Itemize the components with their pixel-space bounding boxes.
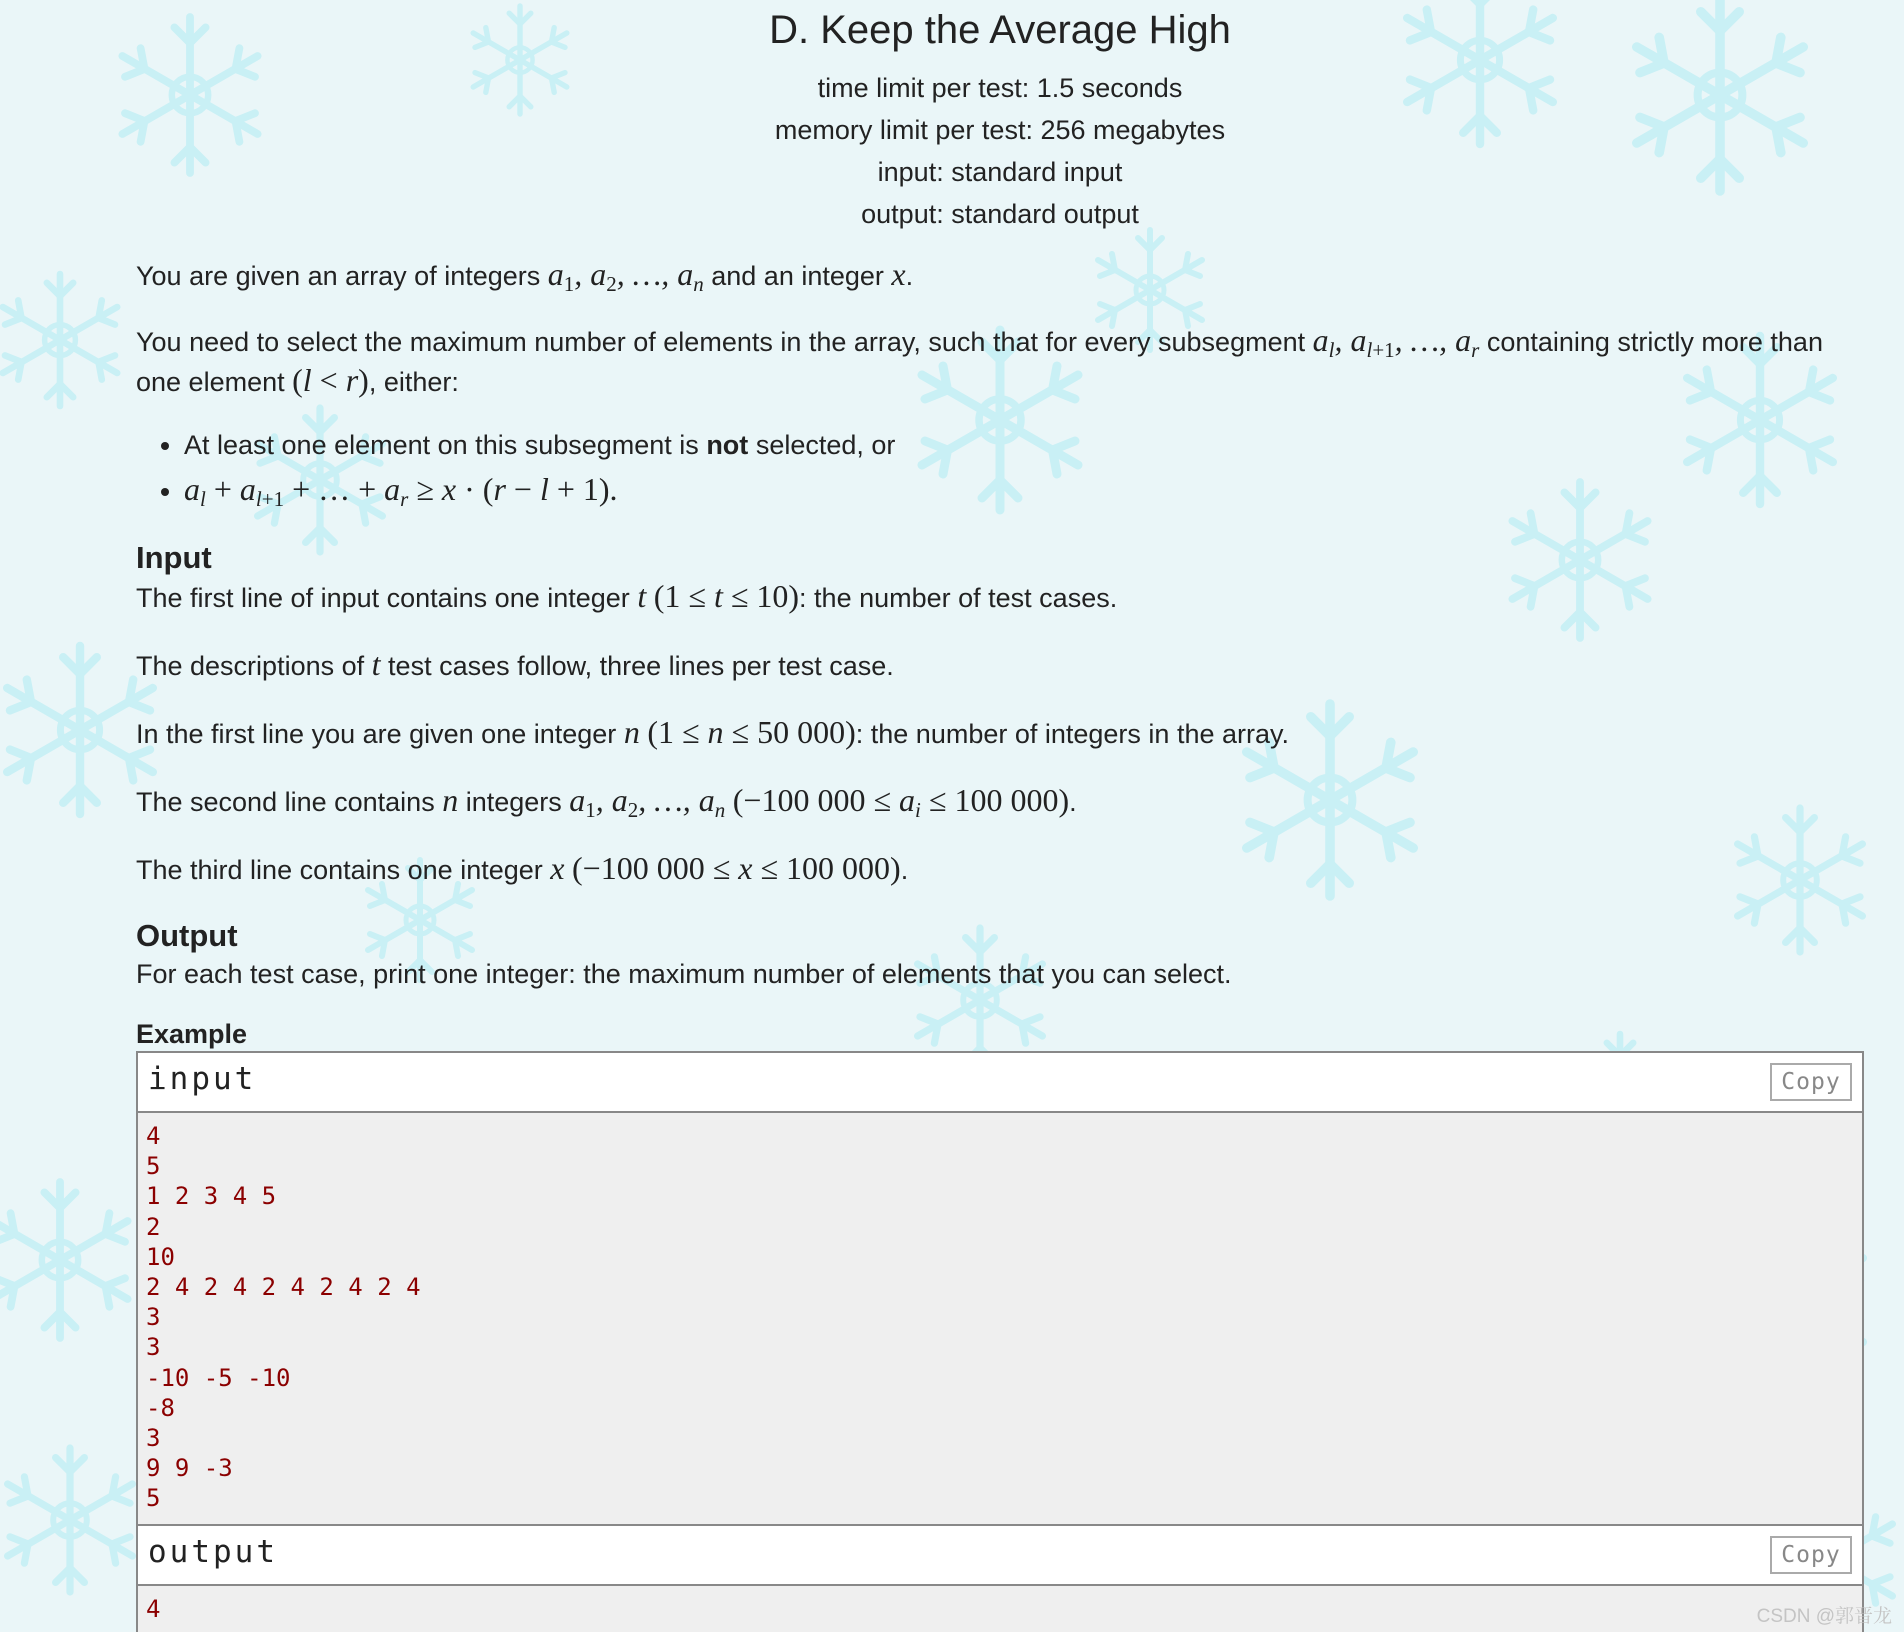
code-line: 2 [146, 1212, 161, 1241]
math-expression: n [442, 782, 459, 818]
code-line: 5 [146, 1152, 161, 1181]
output-description: For each test case, print one integer: the maximum number of elements that you can select. [136, 959, 1232, 989]
statement-text: and an integer [711, 261, 884, 291]
statement-text: , either: [368, 367, 459, 397]
statement-text: You need to select the maximum number of elements in the array, such that for every subsegment [136, 327, 1306, 357]
watermark: CSDN @郭晋龙 [1756, 1606, 1892, 1627]
math-expression: $a_l$, $a_{l+1}$, …, $a_r$ [1312, 322, 1480, 362]
math-expression: (l < r) [292, 362, 369, 398]
copy-output-button[interactable]: Copy [1770, 1536, 1852, 1574]
input-line-1 [136, 577, 1864, 617]
code-line: 3 [146, 1303, 161, 1332]
example-heading: Example [136, 1019, 248, 1049]
output-heading: Output [136, 918, 238, 953]
statement-text: At least one element on this subsegment is [184, 430, 699, 460]
statement-paragraph-2 [136, 321, 1864, 401]
statement-text: test cases follow, three lines per test case. [388, 651, 894, 681]
problem-limits [136, 67, 1864, 235]
problem-title: D. Keep the Average High [769, 8, 1231, 52]
copy-input-button[interactable]: Copy [1770, 1063, 1852, 1101]
input-line-4: The second line contains n integers $a_1$, $a_2$, …, $a_n$ (−100 $000 \le a_i \le 100$ 000). [136, 782, 1077, 822]
code-line: 5 [146, 1484, 161, 1513]
code-line: 3 [146, 1424, 161, 1453]
code-line: 1 2 3 4 5 [146, 1182, 277, 1211]
input-line-3 [136, 713, 1864, 753]
statement-text: The first line of input contains one integer [136, 583, 630, 613]
example-box [136, 1051, 1864, 1632]
statement-text: integers [465, 787, 562, 817]
code-line: 3 [146, 1333, 161, 1362]
code-line: -8 [146, 1393, 175, 1422]
math-expression: x [550, 850, 565, 886]
math-expression: x [891, 256, 906, 292]
statement-text: selected, or [755, 430, 896, 460]
math-expression: $a_1$, $a_2$, …, $a_n$ [569, 782, 726, 822]
sample-output[interactable] [138, 1586, 1862, 1632]
statement-text: The third line contains one integer [136, 855, 543, 885]
input-header [138, 1053, 1862, 1113]
code-line: -10 -5 -10 [146, 1363, 291, 1392]
math-expression: t [637, 578, 647, 614]
memory-limit: memory limit per test: 256 megabytes [774, 115, 1226, 145]
condition-list [136, 423, 1864, 513]
input-label: input [148, 1061, 257, 1097]
code-line: 9 9 -3 [146, 1454, 233, 1483]
math-expression: (1 ≤ t ≤ 10) [653, 578, 800, 614]
statement-text: : the number of integers in the array. [855, 719, 1289, 749]
input-line-5: The third line contains one integer x (−100 000 ≤ x ≤ 100 000). [136, 850, 909, 886]
statement-text: The second line contains [136, 787, 435, 817]
code-line: 4 [146, 1122, 161, 1150]
output-label: output [148, 1533, 278, 1570]
input-spec: input: standard input [877, 157, 1123, 187]
statement-text: containing strictly more than one element [136, 327, 1823, 397]
code-line: 4 [146, 1594, 161, 1623]
math-expression: (−100 000 ≤ x ≤ 100 000) [572, 850, 901, 886]
input-line-2 [136, 645, 1864, 685]
statement-text: : the number of test cases. [799, 583, 1118, 613]
time-limit: time limit per test: 1.5 seconds [817, 73, 1183, 103]
math-expression: (−100 $000 \le a_i \le 100$ 000) [732, 782, 1070, 822]
condition-item [184, 467, 1864, 513]
math-expression: t [371, 646, 381, 682]
math-expression: (1 ≤ n ≤ 50 000) [647, 714, 856, 750]
code-line: 2 4 2 4 2 4 2 4 2 4 [146, 1273, 421, 1302]
sample-input[interactable] [138, 1113, 1862, 1524]
code-line: 10 [146, 1242, 175, 1271]
math-expression: $a_1$, $a_2$, …, $a_n$ [547, 256, 704, 296]
statement-text: In the first line you are given one integer [136, 719, 617, 749]
problem-statement [136, 0, 1864, 1632]
output-spec: output: standard output [861, 199, 1139, 229]
bold-text: not [706, 430, 749, 460]
condition-item [184, 423, 1864, 467]
math-expression: $a_l + a_{l+1}$ + … + $a_r \ge x \cdot (r - l + 1)$. [184, 471, 618, 511]
statement-text: You are given an array of integers [136, 261, 541, 291]
statement-text: The descriptions of [136, 651, 365, 681]
output-header [138, 1524, 1862, 1586]
math-expression: n [623, 714, 640, 750]
input-heading: Input [136, 540, 212, 575]
statement-paragraph-1: You are given an array of integers $a_1$, $a_2$, …, $a_n$ and an integer x. [136, 256, 914, 296]
